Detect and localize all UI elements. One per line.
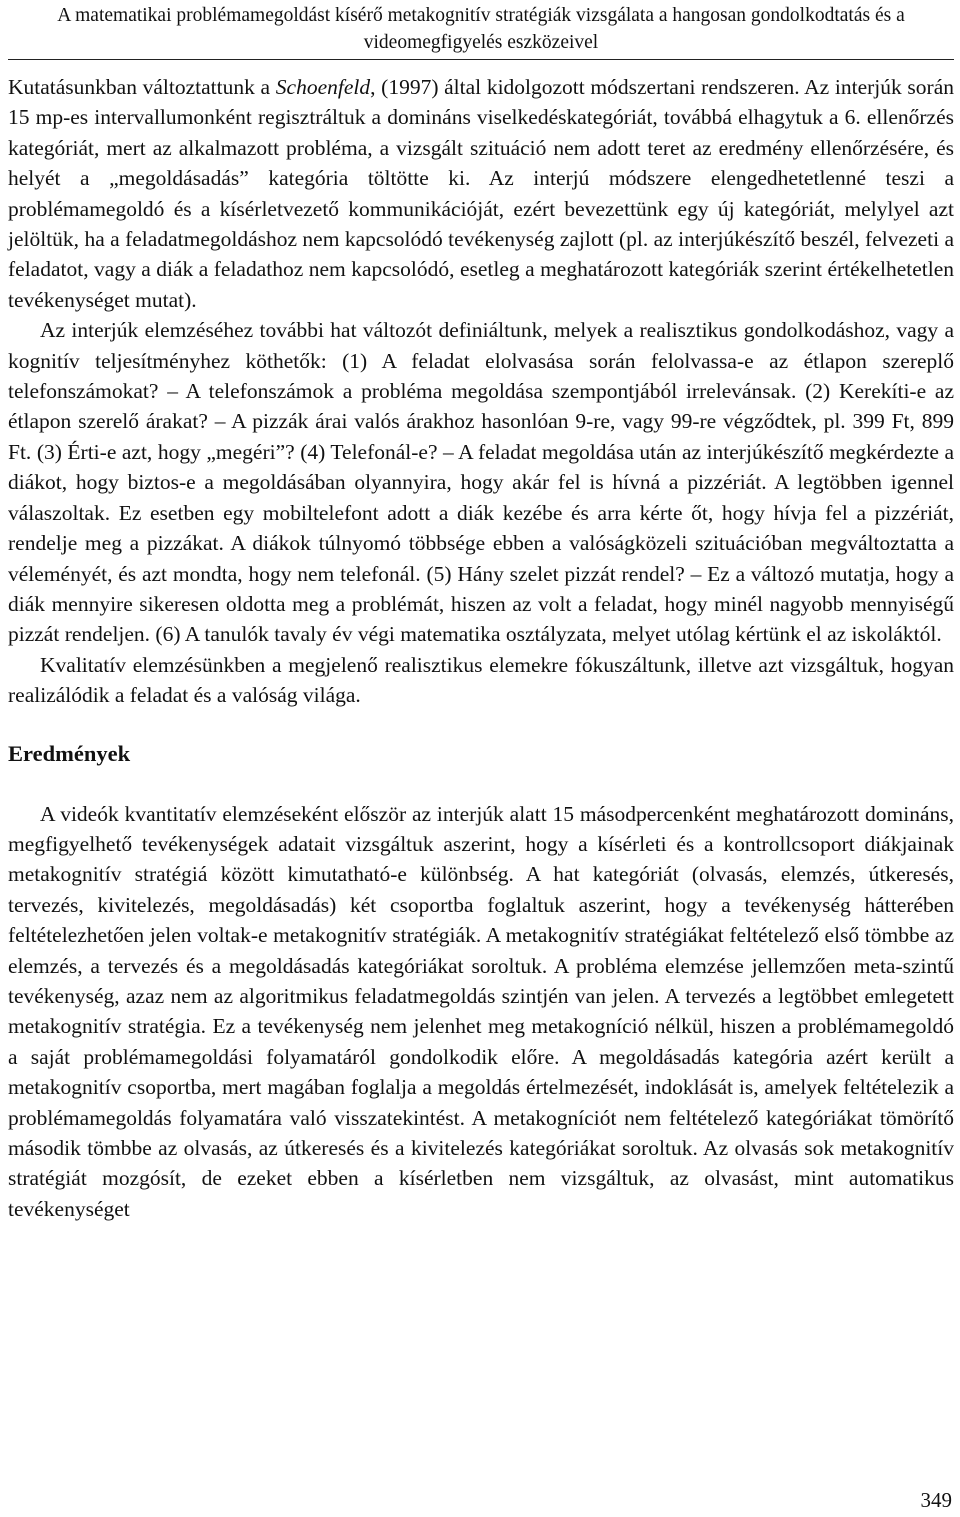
header-divider [8, 59, 954, 60]
methods-paragraph-3: Kvalitatív elemzésünkben a megjelenő realisztikus elemekre fókuszáltunk, illetve azt vizsgáltuk, hogyan realizálódik a feladat és a valóság világa. [8, 652, 954, 708]
results-paragraph: A videók kvantitatív elemzéseként először az interjúk alatt 15 másodpercenként meghatározott domináns, megfigyelhető tevékenységek adatait vizsgáltuk aszerint, hogy a kísérleti és a kontrollcsoport diákjainak metakognitív stratégiá között kimutatható-e különbség. A hat kategóriát (olvasás, elemzés, útkeresés, tervezés, kivitelezés, megoldásadás) két csoportba foglaltuk aszerint, hogy a tevékenység hátterében feltételezhetően jelen voltak-e metakognitív stratégiák. A metakognitív stratégiákat feltételező első tömbbe az elemzés, a tervezés és a megoldásadás kategóriákat soroltuk. A probléma elemzése jellemzően meta-szintű tevékenység, azaz nem az algoritmikus feladatmegoldás szintjén van jelen. A tervezés a legtöbbet emlegetett metakognitív stratégia. Ez a tevékenység nem jelenhet meg metakogníció nélkül, hiszen a problémamegoldó a saját problémamegoldási folyamatáról gondolkodik előre. A megoldásadás kategória azért került a metakognitív csoportba, mert magában foglalja a megoldás értelmezését, indoklását is, amelyek feltételezik a problémamegoldás folyamatára való visszatekintést. A metakogníciót nem feltételező kategóriákat tömörítő második tömbbe az olvasás, az útkeresés és a kivitelezés kategóriákat soroltuk. Az olvasás sok metakognitív stratégiát mozgósít, de ezeket ebben a kísérletben nem vizsgáltuk, az olvasást, mint automatikus tevékenységet [8, 801, 954, 1221]
author-name: Schoenfeld [275, 75, 371, 99]
paragraph-text-rest: , (1997) által kidolgozott módszertani rendszeren. Az interjúk során 15 mp-es intervallumonként regisztráltuk a domináns viselkedéskategóriát, továbbá elhagytuk a 6. ellenőrzés kategóriát, mert az alkalmazott probléma, a vizsgált szituáció nem adott teret az eredmény ellenőrzésére, és helyét a „megoldásadás” kategória töltötte ki. Az interjú módszere elengedhetetlenné teszi a problémamegoldó és a kísérletvezető kommunikációját, ezért bevezettünk egy új kategóriát, melylyel azt jelöltük, ha a feladatmegoldáshoz nem kapcsolódó tevékenység zajlott (pl. az interjúkészítő beszél, felvezeti a feladatot, vagy a diák a feladathoz nem kapcsolódó, esetleg a meghatározott kategóriák szerint értékelhetetlen tevékenységet mutat). [8, 75, 954, 312]
section-heading-results: Eredmények [8, 740, 131, 766]
running-header: A matematikai problémamegoldást kísérő metakognitív stratégiák vizsgálata a hangosan gondolkodtatás és a videomegfigyelés eszközeivel [57, 5, 905, 53]
paragraph-text-start: Kutatásunkban változtattunk a [8, 75, 276, 99]
methods-paragraph-2: Az interjúk elemzéséhez további hat változót definiáltunk, melyek a realisztikus gondolkodáshoz, vagy a kognitív teljesítményhez köthetők: (1) A feladat elolvasása során felolvassa-e az étlapon szereplő telefonszámokat? – A telefonszámok a probléma megoldása szempontjából irrelevánsak. (2) Kerekíti-e az étlapon szerelő árakat? – A pizzák árai valós árakhoz hasonlóan 9-re, vagy 99-re végződtek, pl. 399 Ft, 899 Ft. (3) Érti-e azt, hogy „megéri”? (4) Telefonál-e? – A feladat megoldása után az interjúkészítő megkérdezte a diákot, hogy biztos-e a megoldásában olyannyira, hogy akár fel is hívná a pizzériát. A legtöbben igennel válaszoltak. Ez esetben egy mobiltelefont adott a diák kezébe és arra kérte őt, hogy hívja fel a pizzériát, rendelje meg a pizzákat. A diákok túlnyomó többsége ebben a valóságközeli szituációban megváltoztatta a véleményét, és azt mondta, hogy nem telefonál. (5) Hány szelet pizzát rendel? – Ez a változó mutatja, hogy a diák mennyire sikeresen oldotta meg a problémát, hiszen az volt a feladat, hogy minél nagyobb mennyiségű pizzát rendeljen. (6) A tanulók tavaly év végi matematika osztályzata, melyet utólag kértünk el az iskoláktól. [8, 318, 954, 647]
methods-paragraph-1 [8, 72, 954, 315]
page-number: 349 [920, 1488, 952, 1512]
